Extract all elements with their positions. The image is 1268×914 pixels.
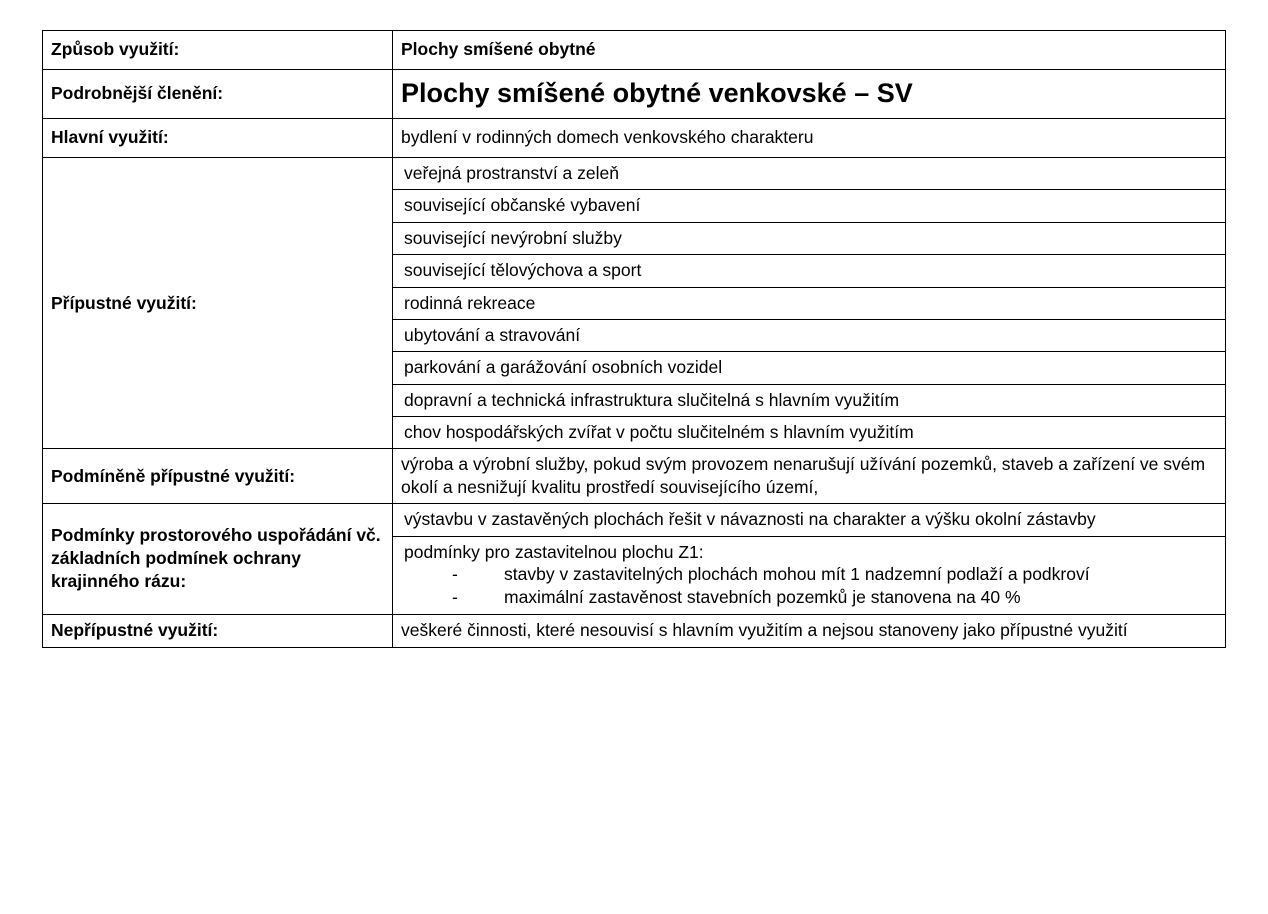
row-label-zpusob-vyuziti: Způsob využití: (43, 31, 393, 70)
dash-list-item-text-0: stavby v zastavitelných plochách mohou mít 1 nadzemní podlaží a podkroví (504, 564, 1090, 585)
prostorove-dash-list (404, 563, 1217, 609)
row-value-podminene-pripustne: výroba a výrobní služby, pokud svým provozem nenarušují užívání pozemků, staveb a zařízení ve svém okolí a nesnižují kvalitu prostředí souvisejícího území, (393, 449, 1226, 504)
table-row-nepripustne-vyuziti (43, 615, 1226, 647)
list-item (393, 158, 1225, 190)
dash-bullet-icon: - (452, 564, 458, 585)
list-item (393, 190, 1225, 222)
row-label-nepripustne-vyuziti: Nepřípustné využití: (43, 615, 393, 647)
list-item (393, 255, 1225, 287)
list-item (393, 504, 1225, 536)
dash-list-item-text-1: maximální zastavěnost stavebních pozemků je stanovena na 40 % (504, 587, 1021, 608)
pripustne-item-0: veřejná prostranství a zeleň (393, 158, 1225, 190)
row-label-podminene-pripustne: Podmíněně přípustné využití: (43, 449, 393, 504)
table-row-zpusob-vyuziti (43, 31, 1226, 70)
dash-list-item (404, 563, 1217, 586)
table-row-hlavni-vyuziti (43, 118, 1226, 157)
prostorove-second-block (393, 536, 1225, 614)
row-label-podminky-prostoroveho: Podmínky prostorového uspořádání vč. základních podmínek ochrany krajinného rázu: (43, 504, 393, 615)
dash-bullet-icon: - (452, 587, 458, 608)
prostorove-second-intro: podmínky pro zastavitelnou plochu Z1: (404, 541, 704, 562)
zoning-regulation-table (42, 30, 1226, 648)
pripustne-item-4: rodinná rekreace (393, 287, 1225, 319)
row-value-podminky-prostoroveho (393, 504, 1226, 615)
pripustne-list (393, 158, 1225, 449)
list-item (393, 417, 1225, 449)
row-value-podrobnejsi-cleneni: Plochy smíšené obytné venkovské – SV (393, 70, 1226, 119)
table-row-podminene-pripustne-vyuziti (43, 449, 1226, 504)
dash-list-item (404, 586, 1217, 609)
pripustne-item-1: související občanské vybavení (393, 190, 1225, 222)
list-item (393, 536, 1225, 614)
list-item (393, 352, 1225, 384)
row-label-hlavni-vyuziti: Hlavní využití: (43, 118, 393, 157)
row-value-nepripustne-vyuziti: veškeré činnosti, které nesouvisí s hlavním využitím a nejsou stanoveny jako přípustné využití (393, 615, 1226, 647)
pripustne-item-8: chov hospodářských zvířat v počtu slučitelném s hlavním využitím (404, 422, 914, 443)
list-item (393, 222, 1225, 254)
row-value-zpusob-vyuziti: Plochy smíšené obytné (393, 31, 1226, 70)
list-item (393, 287, 1225, 319)
table-row-pripustne-vyuziti (43, 157, 1226, 449)
prostorove-subtable (393, 504, 1225, 614)
table-row-podrobnejsi-cleneni (43, 70, 1226, 119)
row-value-pripustne-vyuziti (393, 157, 1226, 449)
pripustne-item-6: parkování a garážování osobních vozidel (393, 352, 1225, 384)
pripustne-item-5: ubytování a stravování (393, 319, 1225, 351)
list-item (393, 319, 1225, 351)
row-label-pripustne-vyuziti: Přípustné využití: (43, 157, 393, 449)
table-row-podminky-prostoroveho-usporadani (43, 504, 1226, 615)
prostorove-first-paragraph: výstavbu v zastavěných plochách řešit v návaznosti na charakter a výšku okolní zástavby (393, 504, 1225, 536)
list-item (393, 384, 1225, 416)
pripustne-item-3: související tělovýchova a sport (393, 255, 1225, 287)
pripustne-item-2: související nevýrobní služby (393, 222, 1225, 254)
row-value-hlavni-vyuziti: bydlení v rodinných domech venkovského charakteru (393, 118, 1226, 157)
row-label-podrobnejsi-cleneni: Podrobnější členění: (43, 70, 393, 119)
pripustne-item-7: dopravní a technická infrastruktura slučitelná s hlavním využitím (393, 384, 1225, 416)
